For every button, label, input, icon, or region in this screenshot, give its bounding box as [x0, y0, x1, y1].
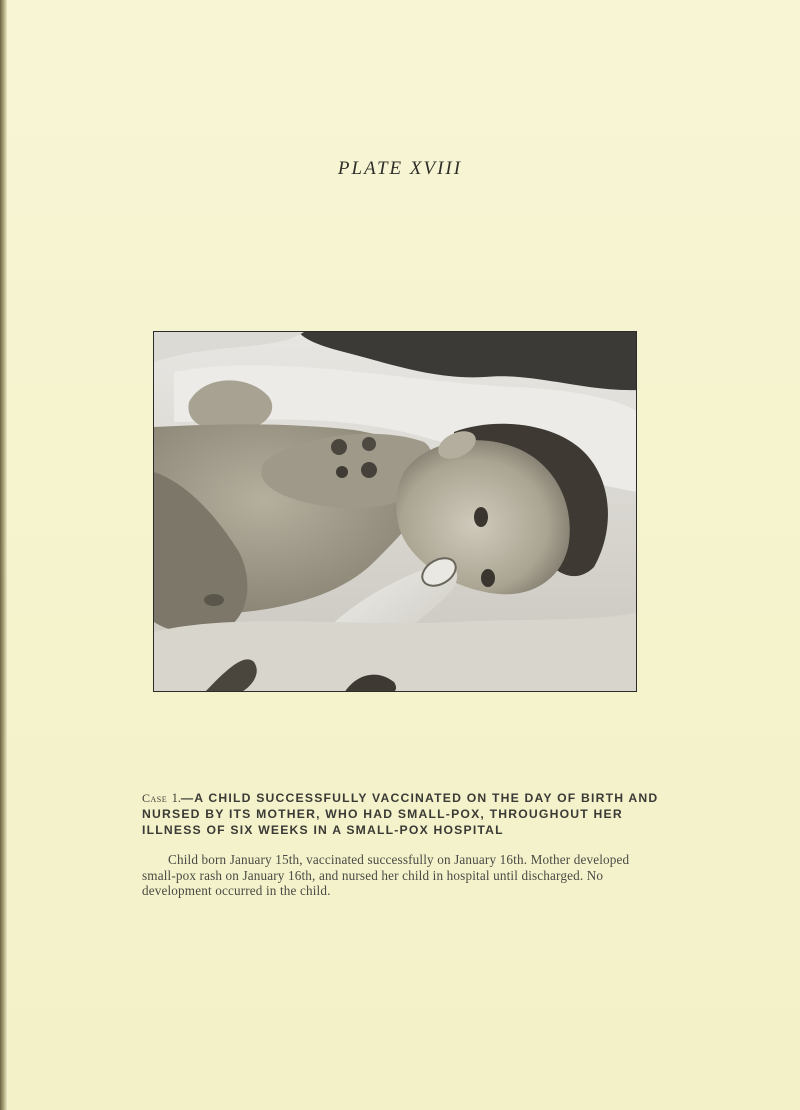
caption-body: Child born January 15th, vaccinated successfully on January 16th. Mother developed small-pox rash on January 16th, and nursed her child in hospital until discharged. No development occurred in the child.: [142, 852, 630, 898]
case-number: 1.: [171, 791, 181, 805]
plate-photograph: [153, 331, 637, 692]
plate-title: PLATE XVIII: [337, 158, 463, 179]
case-heading-text: A CHILD SUCCESSFULLY VACCINATED ON THE DAY OF BIRTH AND NURSED BY ITS MOTHER, WHO HAD SMALL-POX, THROUGHOUT HER ILLNESS OF SIX WEEKS IN A SMALL-POX HOSPITAL: [142, 791, 659, 837]
case-label: Case: [142, 791, 168, 805]
caption-heading: Case 1.—A CHILD SUCCESSFULLY VACCINATED ON THE DAY OF BIRTH AND NURSED BY ITS MOTHER, WHO HAD SMALL-POX, THROUGHOUT HER ILLNESS OF SIX WEEKS IN A SMALL-POX HOSPITAL: [142, 791, 659, 837]
